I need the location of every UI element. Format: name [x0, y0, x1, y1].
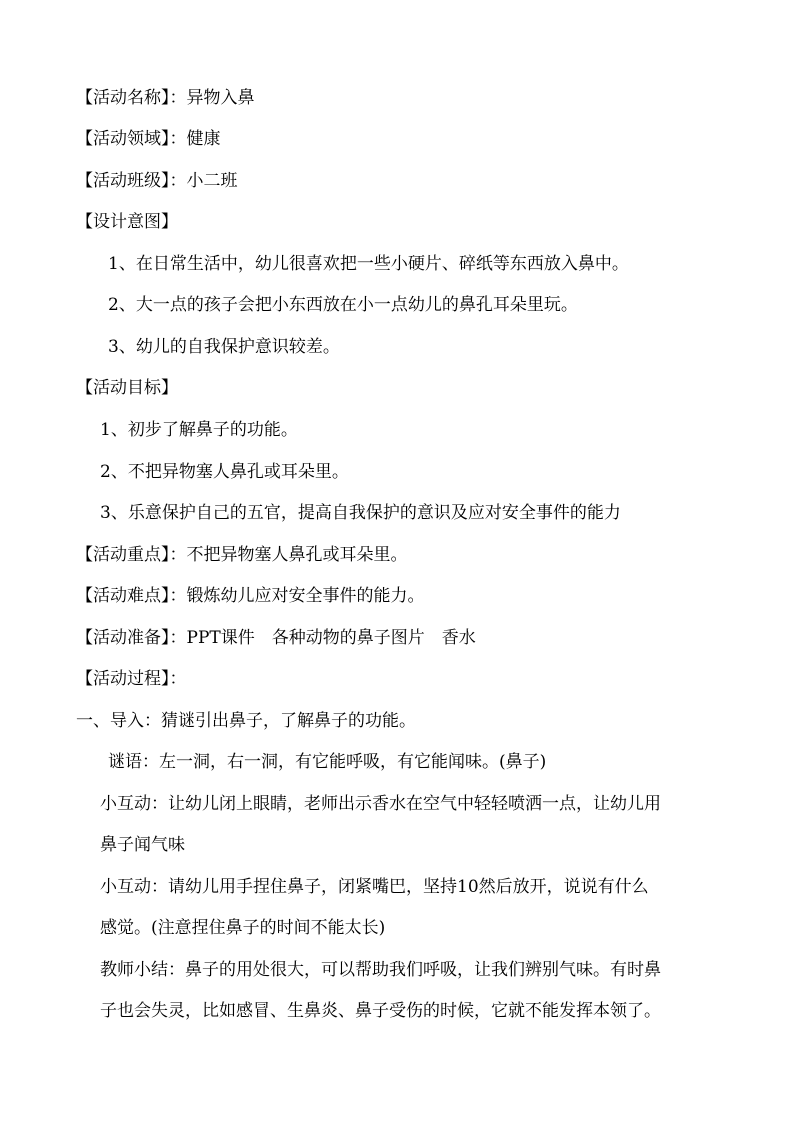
- design-intent-item: 3、幼儿的自我保护意识较差。: [108, 337, 340, 357]
- activity-name-label: 【活动名称】：: [76, 88, 187, 108]
- activity-class-value: 小二班: [186, 171, 238, 191]
- activity-goal-item: 1、初步了解鼻子的功能。: [100, 420, 298, 440]
- activity-domain-value: 健康: [186, 129, 221, 149]
- activity-key-value: 不把异物塞人鼻孔或耳朵里。: [186, 545, 408, 565]
- activity-prep-row: [76, 626, 476, 650]
- interaction-2-line-1: 小互动：请幼儿用手捏住鼻子，闭紧嘴巴，坚持10然后放开，说说有什么: [100, 877, 649, 897]
- activity-name-row: [76, 86, 255, 110]
- interaction-1-line-2: 鼻子闻气味: [100, 835, 185, 855]
- activity-class-row: [76, 169, 238, 193]
- design-intent-item: 2、大一点的孩子会把小东西放在小一点幼儿的鼻孔耳朵里玩。: [108, 295, 578, 315]
- interaction-2-line-2: 感觉。(注意捏住鼻子的时间不能太长): [100, 918, 386, 938]
- activity-name-value: 异物入鼻: [186, 88, 255, 108]
- activity-prep-value: PPT课件 各种动物的鼻子图片 香水: [186, 628, 476, 648]
- activity-domain-row: [76, 127, 221, 151]
- design-intent-heading: 【设计意图】: [76, 212, 178, 232]
- activity-key-label: 【活动重点】：: [76, 545, 187, 565]
- activity-class-label: 【活动班级】：: [76, 171, 187, 191]
- activity-difficulty-label: 【活动难点】：: [76, 586, 187, 606]
- activity-difficulty-row: [76, 584, 425, 608]
- activity-goal-item: 2、不把异物塞人鼻孔或耳朵里。: [100, 462, 349, 482]
- activity-process-heading: 【活动过程】：: [76, 669, 187, 689]
- activity-goal-item: 3、乐意保护自己的五官，提高自我保护的意识及应对安全事件的能力: [100, 503, 621, 523]
- teacher-summary-line-2: 子也会失灵，比如感冒、生鼻炎、鼻子受伤的时候，它就不能发挥本领了。: [100, 1001, 661, 1021]
- activity-goals-heading: 【活动目标】: [76, 378, 178, 398]
- interaction-1-line-1: 小互动：让幼儿闭上眼睛，老师出示香水在空气中轻轻喷洒一点，让幼儿用: [100, 794, 661, 814]
- activity-domain-label: 【活动领域】：: [76, 129, 187, 149]
- section-1-title: 一、导入：猜谜引出鼻子，了解鼻子的功能。: [76, 711, 416, 731]
- activity-key-row: [76, 543, 408, 567]
- design-intent-item: 1、在日常生活中，幼儿很喜欢把一些小硬片、碎纸等东西放入鼻中。: [108, 254, 629, 274]
- riddle-text: 谜语：左一洞，右一洞，有它能呼吸，有它能闻味。(鼻子): [108, 752, 547, 772]
- activity-difficulty-value: 锻炼幼儿应对安全事件的能力。: [186, 586, 425, 606]
- activity-prep-label: 【活动准备】：: [76, 628, 187, 648]
- teacher-summary-line-1: 教师小结：鼻子的用处很大，可以帮助我们呼吸，让我们辨别气味。有时鼻: [100, 960, 661, 980]
